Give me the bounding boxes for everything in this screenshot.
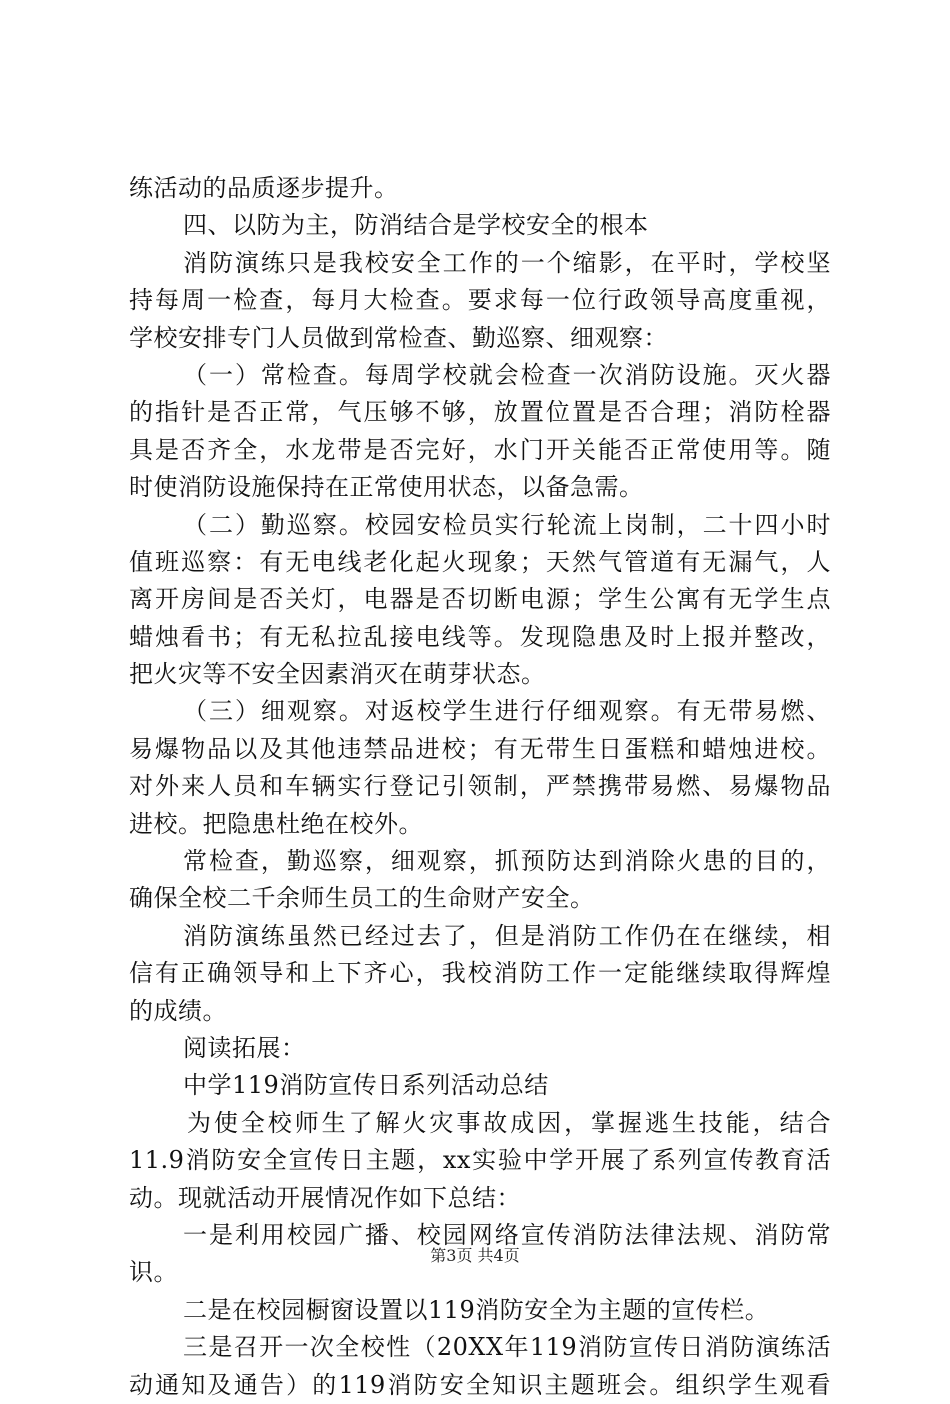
- text-line: 信有正确领导和上下齐心，我校消防工作一定能继续取得辉煌: [129, 959, 831, 988]
- text-line: 四、以防为主，防消结合是学校安全的根本: [183, 211, 649, 240]
- text-line: 时使消防设施保持在正常使用状态，以备急需。: [129, 473, 644, 502]
- text-line: 动通知及通告）的119消防安全知识主题班会。组织学生观看: [129, 1370, 831, 1399]
- text-line: （二）勤巡察。校园安检员实行轮流上岗制，二十四小时: [183, 510, 831, 539]
- text-line: 值班巡察：有无电线老化起火现象；天然气管道有无漏气，人: [129, 547, 831, 576]
- text-line: （一）常检查。每周学校就会检查一次消防设施。灭火器: [183, 360, 831, 389]
- document-body: [129, 170, 831, 1404]
- text-line: 常检查，勤巡察，细观察，抓预防达到消除火患的目的，: [183, 847, 831, 876]
- text-line: 练活动的品质逐步提升。: [129, 174, 399, 202]
- text-line: 持每周一检查，每月大检查。要求每一位行政领导高度重视，: [129, 286, 831, 315]
- text-line: 对外来人员和车辆实行登记引领制，严禁携带易燃、易爆物品: [129, 772, 831, 801]
- text-line: 二是在校园橱窗设置以119消防安全为主题的宣传栏。: [183, 1295, 770, 1324]
- text-line: 进校。把隐患杜绝在校外。: [129, 809, 423, 838]
- text-line: 把火灾等不安全因素消灭在萌芽状态。: [129, 660, 546, 689]
- text-line: 为使全校师生了解火灾事故成因，掌握逃生技能，结合: [187, 1108, 831, 1137]
- text-line: 阅读拓展：: [183, 1033, 306, 1062]
- text-line: 一是利用校园广播、校园网络宣传消防法律法规、消防常: [183, 1220, 831, 1249]
- text-line: 消防演练虽然已经过去了，但是消防工作仍在在继续，相: [183, 921, 831, 950]
- text-line: 11.9消防安全宣传日主题，xx实验中学开展了系列宣传教育活: [129, 1146, 831, 1175]
- text-line: 三是召开一次全校性（20XX年119消防宣传日消防演练活: [183, 1333, 831, 1362]
- text-line: 中学119消防宣传日系列活动总结: [183, 1071, 549, 1100]
- text-line: （三）细观察。对返校学生进行仔细观察。有无带易燃、: [183, 697, 831, 726]
- text-line: 确保全校二千余师生员工的生命财产安全。: [129, 884, 595, 913]
- text-line: 的成绩。: [129, 996, 227, 1025]
- page-footer: 第3页 共4页: [430, 1246, 520, 1265]
- text-line: 学校安排专门人员做到常检查、勤巡察、细观察：: [129, 323, 668, 352]
- text-line: 易爆物品以及其他违禁品进校；有无带生日蛋糕和蜡烛进校。: [129, 734, 831, 763]
- text-line: 具是否齐全，水龙带是否完好，水门开关能否正常使用等。随: [129, 435, 831, 464]
- text-line: 动。现就活动开展情况作如下总结：: [129, 1183, 521, 1212]
- text-line: 蜡烛看书；有无私拉乱接电线等。发现隐患及时上报并整改，: [129, 622, 831, 651]
- text-line: 识。: [129, 1258, 178, 1287]
- text-line: 的指针是否正常，气压够不够，放置位置是否合理；消防栓器: [129, 398, 831, 427]
- text-line: 离开房间是否关灯，电器是否切断电源；学生公寓有无学生点: [129, 585, 831, 614]
- text-line: 消防演练只是我校安全工作的一个缩影，在平时，学校坚: [183, 248, 831, 277]
